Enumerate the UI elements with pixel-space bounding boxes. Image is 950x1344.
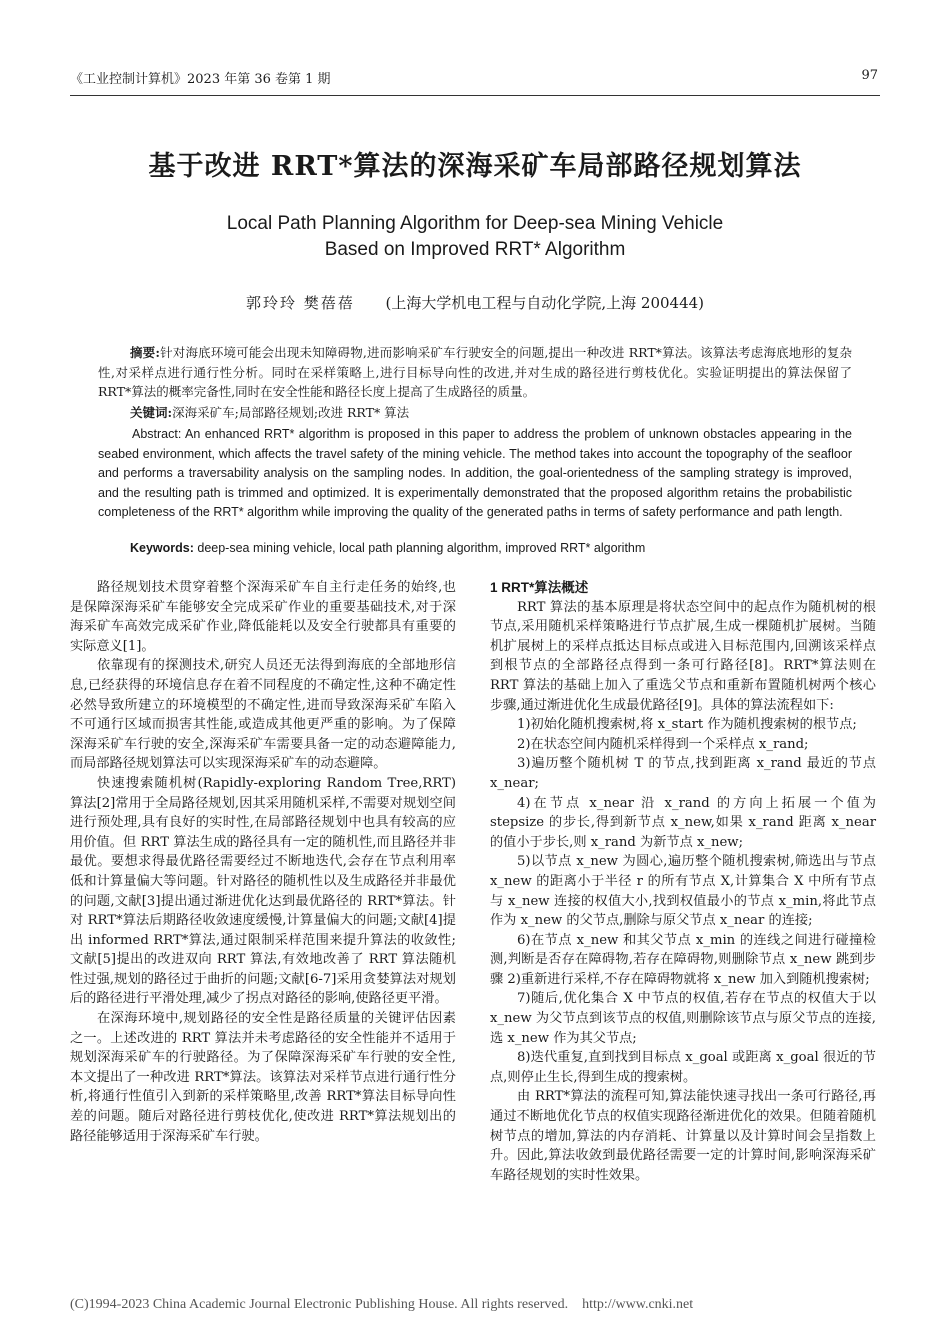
- abstract-cn-text: 针对海底环境可能会出现未知障碍物,进而影响采矿车行驶安全的问题,提出一种改进 RRT*算法。该算法考虑海底地形的复杂性,对采样点进行通行性分析。同时在采样策略上,进行目标导向性的改进,并对生成的路径进行剪枝优化。实验证明提出的算法保留了 RRT*算法的概率完备性,同时在安全性能和路径长度上提高了生成路径的质量。: [98, 345, 852, 399]
- copyright-notice: (C)1994-2023 China Academic Journal Electronic Publishing House. All rights reserved.: [70, 1297, 569, 1312]
- keywords-english: [130, 541, 645, 555]
- abstract-en-text: An enhanced RRT* algorithm is proposed in this paper to address the problem of unknown obstacles appearing in the seabed environment, which affects the travel safety of the mining vehicle. The method takes into account the topography of the seafloor and performs a traversability analysis on the sampling nodes. In addition, the goal-orientedness of the sampling strategy is improved, and the resulting path is trimmed and optimized. It is experimentally demonstrated that the proposed algorithm retains the probabilistic completeness of the RRT* algorithm while improving the quality of the generated paths in terms of safety performance and path length.: [98, 427, 852, 519]
- algorithm-step: 7)随后,优化集合 X 中节点的权值,若存在节点的权值大于以 x_new 为父节点到该节点的权值,则删除该节点与原父节点的连接,选 x_new 作为其父节点;: [490, 991, 876, 1046]
- abstract-chinese: [98, 343, 852, 402]
- body-paragraph: 在深海环境中,规划路径的安全性是路径质量的关键评估因素之一。上述改进的 RRT 算法并未考虑路径的安全性能并不适用于规划深海采矿车的行驶路径。为了保障深海采矿车行驶的安全性,本文提出了一种改进 RRT*算法。该算法对采样节点进行通行性分析,将通行性值引入到新的采样策略里,改善 RRT*算法目标导向性差的问题。随后对路径进行剪枝优化,使改进 RRT*算法规划出的路径能够适用于深海采矿车行驶。: [70, 1011, 456, 1144]
- abstract-cn-label: 摘要:: [130, 345, 160, 360]
- keywords-cn-text: 深海采矿车;局部路径规划;改进 RRT* 算法: [172, 405, 410, 420]
- algorithm-step: 1)初始化随机搜索树,将 x_start 作为随机搜索树的根节点;: [517, 717, 857, 733]
- algorithm-step: 8)迭代重复,直到找到目标点 x_goal 或距离 x_goal 很近的节点,则停止生长,得到生成的搜索树。: [490, 1050, 876, 1085]
- page-footer: [70, 1297, 880, 1313]
- section-heading: 1 RRT*算法概述: [490, 580, 589, 595]
- header-divider: [70, 95, 880, 96]
- body-paragraph: 快速搜索随机树(Rapidly-exploring Random Tree,RRT)算法[2]常用于全局路径规划,因其采用随机采样,不需要对规划空间进行预处理,具有良好的实时性,在局部路径规划中也具有较高的应用价值。但 RRT 算法生成的路径具有一定的随机性,而且路径并非最优。要想求得最优路径需要经过不断地迭代,会存在节点利用率低和计算量偏大等问题。针对路径的随机性以及生成路径并非最优的问题,文献[3]提出通过渐进优化达到最优路径的 RRT*算法。针对 RRT*算法后期路径收敛速度缓慢,计算量偏大的问题;文献[4]提出 informed RRT*算法,通过限制采样范围来提升算法的收敛性;文献[5]提出的改进双向 RRT 算法,有效地改善了 RRT 算法随机性过强,规划的路径过于曲折的问题;文献[6-7]采用贪婪算法对规划后的路径进行平滑处理,减少了拐点对路径的影响,使路径更平滑。: [70, 775, 456, 1007]
- keywords-en-text: deep-sea mining vehicle, local path planning algorithm, improved RRT* algorithm: [193, 541, 646, 555]
- author-affiliation: (上海大学机电工程与自动化学院,上海 200444): [385, 294, 705, 312]
- title-chinese: 基于改进 RRT*算法的深海采矿车局部路径规划算法: [148, 151, 802, 182]
- page-number: 97: [861, 68, 878, 83]
- body-left-column: [70, 578, 456, 1146]
- abstract-english: [98, 425, 852, 523]
- algorithm-step: 4)在节点 x_near 沿 x_rand 的方向上拓展一个值为 stepsize 的步长,得到新节点 x_new,如果 x_rand 距离 x_near 的值小于步长,则 x_rand 为新节点 x_new;: [490, 795, 876, 850]
- algorithm-step: 3)遍历整个随机树 T 的节点,找到距离 x_rand 最近的节点 x_near;: [490, 756, 876, 791]
- body-paragraph: 路径规划技术贯穿着整个深海采矿车自主行走任务的始终,也是保障深海采矿车能够安全完成采矿作业的重要基础技术,对于深海采矿车高效完成采矿作业,降低能耗以及安全行驶都具有重要的实际意义[1]。: [70, 580, 456, 654]
- algorithm-step: 2)在状态空间内随机采样得到一个采样点 x_rand;: [517, 736, 809, 752]
- body-right-column: [490, 578, 876, 1185]
- title-english-line1: Local Path Planning Algorithm for Deep-sea Mining Vehicle: [226, 213, 724, 234]
- abstract-en-label: Abstract:: [132, 427, 182, 441]
- keywords-cn-label: 关键词:: [130, 405, 173, 420]
- algorithm-step: 5)以节点 x_new 为圆心,遍历整个随机搜索树,筛选出与节点 x_new 的距离小于半径 r 的所有节点 X,计算集合 X 中所有节点与 x_new 连接的权值大小,找到权值最小的节点 x_min,将此节点作为 x_new 的父节点,删除与原父节点 x_near 的连接;: [490, 854, 876, 929]
- cnki-url: http://www.cnki.net: [582, 1297, 694, 1312]
- algorithm-step: 6)在节点 x_new 和其父节点 x_min 的连线之间进行碰撞检测,判断是否存在障碍物,若存在障碍物,则删除节点 x_new 跳到步骤 2)重新进行采样,不存在障碍物就将 x_new 加入到随机搜索树;: [490, 932, 876, 987]
- keywords-chinese: [130, 403, 409, 421]
- title-english-line2: Based on Improved RRT* Algorithm: [324, 239, 626, 260]
- keywords-en-label: Keywords:: [130, 541, 194, 555]
- body-paragraph: 依靠现有的探测技术,研究人员还无法得到海底的全部地形信息,已经获得的环境信息存在着不同程度的不确定性,这种不确定性必然导致所建立的环境模型的不确定性,进而导致深海采矿车陷入不可通行区域而损害其性能,或造成其他更严重的影响。为了保障深海采矿车行驶的安全,深海采矿车需要具备一定的动态避障能力,而局部路径规划算法可以实现深海采矿车的动态避障。: [70, 658, 456, 772]
- body-paragraph: 由 RRT*算法的流程可知,算法能快速寻找出一条可行路径,再通过不断地优化节点的权值实现路径渐进优化的效果。但随着随机树节点的增加,算法的内存消耗、计算量以及计算时间会呈指数上升。因此,算法收敛到最优路径需要一定的计算时间,影响深海采矿车路径规划的实时性效果。: [490, 1089, 876, 1183]
- journal-header: 《工业控制计算机》2023 年第 36 卷第 1 期: [70, 72, 331, 87]
- author-names: 郭玲玲 樊蓓蓓: [245, 294, 355, 312]
- author-line: [0, 292, 950, 313]
- body-paragraph: RRT 算法的基本原理是将状态空间中的起点作为随机树的根节点,采用随机采样策略进行节点扩展,生成一棵随机扩展树。当随机扩展树上的采样点抵达目标点或进入目标范围内,回溯该采样点到根节点的全部路径点得到一条可行路径[8]。RRT*算法则在 RRT 算法的基础上加入了重选父节点和重新布置随机树两个核心步骤,通过渐进优化生成最优路径[9]。具体的算法流程如下:: [490, 599, 876, 713]
